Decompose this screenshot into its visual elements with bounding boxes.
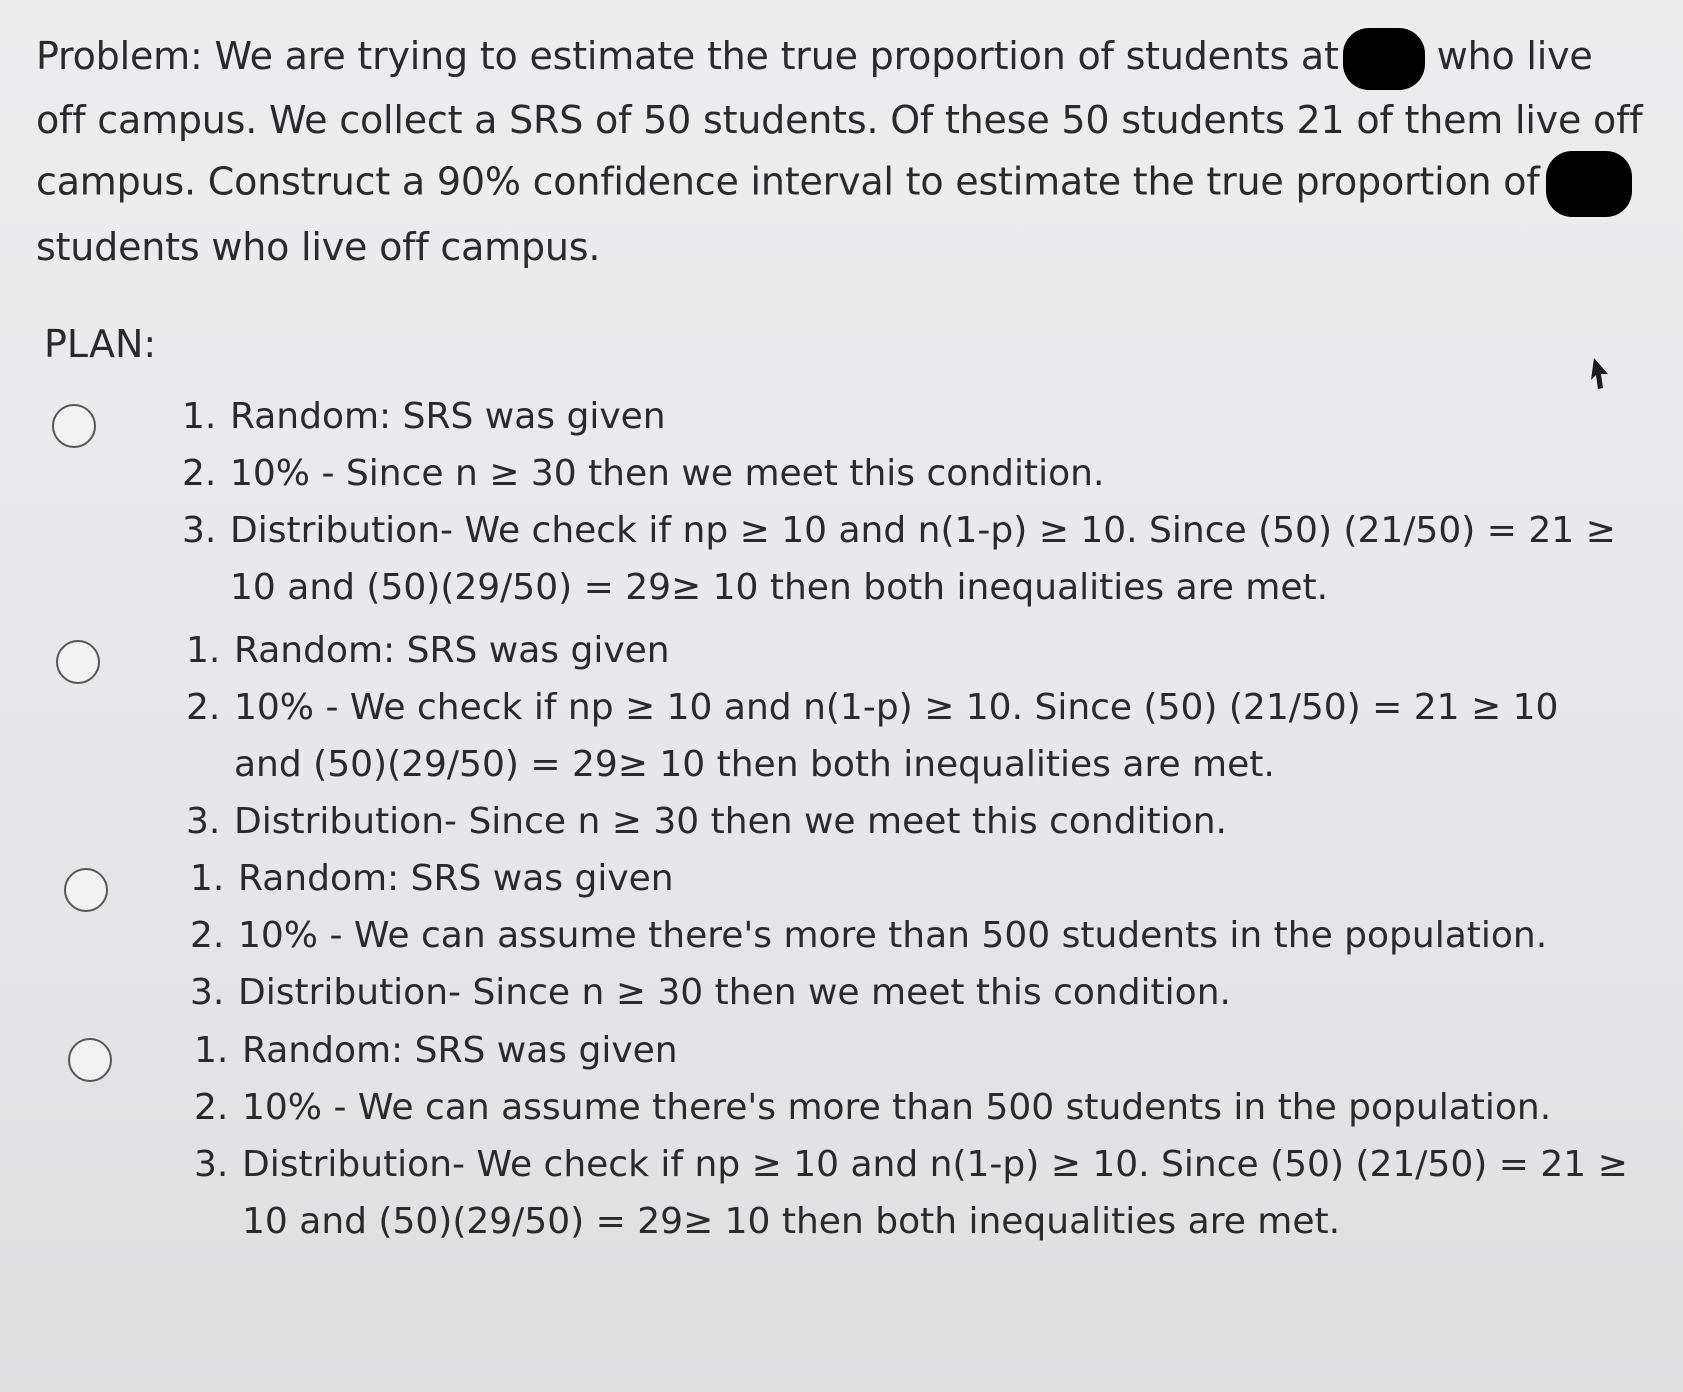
list-item-number: 3.: [190, 972, 225, 1013]
list-item: [182, 445, 1642, 502]
option-4-list: [194, 1022, 1644, 1250]
list-item-text: 10% - We check if np ≥ 10 and n(1-p) ≥ 10. Since (50) (21/50) = 21 ≥ 10 and (50)(29/50) = 29≥ 10 then both inequalities are met.: [234, 687, 1559, 785]
list-item: [186, 622, 1606, 679]
list-item-text: Distribution- Since n ≥ 30 then we meet this condition.: [238, 972, 1231, 1013]
list-item-text: Distribution- We check if np ≥ 10 and n(1-p) ≥ 10. Since (50) (21/50) = 21 ≥ 10 and (50)(29/50) = 29≥ 10 then both inequalities are met.: [242, 1144, 1628, 1242]
radio-button-option-4[interactable]: [68, 1038, 112, 1082]
list-item: [190, 850, 1660, 907]
option-1-list: [182, 388, 1642, 616]
list-item-text: 10% - Since n ≥ 30 then we meet this condition.: [230, 453, 1105, 494]
radio-button-option-2[interactable]: [56, 640, 100, 684]
list-item-text: Random: SRS was given: [230, 396, 666, 437]
list-item-number: 2.: [182, 453, 217, 494]
redacted-school-name-2: [1546, 151, 1632, 217]
list-item-number: 1.: [194, 1030, 229, 1071]
list-item-number: 2.: [194, 1087, 229, 1128]
list-item-number: 1.: [186, 630, 221, 671]
redacted-school-name: [1343, 28, 1425, 90]
list-item-text: 10% - We can assume there's more than 500 students in the population.: [242, 1087, 1552, 1128]
problem-text: [36, 26, 1646, 278]
list-item: [186, 793, 1606, 850]
list-item: [182, 388, 1642, 445]
list-item-text: Distribution- We check if np ≥ 10 and n(1-p) ≥ 10. Since (50) (21/50) = 21 ≥ 10 and (50)(29/50) = 29≥ 10 then both inequalities are met.: [230, 510, 1616, 608]
list-item-text: Random: SRS was given: [238, 858, 674, 899]
problem-text-suffix: students who live off campus.: [36, 224, 601, 269]
list-item-number: 3.: [186, 801, 221, 842]
list-item-text: 10% - We can assume there's more than 500 students in the population.: [238, 915, 1548, 956]
list-item: [190, 907, 1660, 964]
list-item-number: 1.: [190, 858, 225, 899]
list-item-text: Distribution- Since n ≥ 30 then we meet this condition.: [234, 801, 1227, 842]
option-2-list: [186, 622, 1606, 850]
list-item-text: Random: SRS was given: [242, 1030, 678, 1071]
list-item: [194, 1079, 1644, 1136]
list-item-number: 2.: [190, 915, 225, 956]
plan-label: PLAN:: [44, 322, 157, 366]
list-item-number: 3.: [182, 510, 217, 551]
list-item: [190, 964, 1660, 1021]
list-item-number: 3.: [194, 1144, 229, 1185]
list-item-number: 1.: [182, 396, 217, 437]
option-3-list: [190, 850, 1660, 1021]
problem-text-middle: who live off campus. We collect a SRS of 50 students. Of these 50 students 21 of them live off campus. Construct a 90% confidence interval to estimate the true proportion of: [36, 34, 1643, 203]
list-item-text: Random: SRS was given: [234, 630, 670, 671]
problem-text-prefix: Problem: We are trying to estimate the true proportion of students at: [36, 34, 1339, 78]
list-item: [182, 502, 1642, 616]
problem-statement: [36, 26, 1646, 278]
list-item-number: 2.: [186, 687, 221, 728]
list-item: [186, 679, 1606, 793]
radio-button-option-1[interactable]: [52, 404, 96, 448]
list-item: [194, 1136, 1644, 1250]
list-item: [194, 1022, 1644, 1079]
radio-button-option-3[interactable]: [64, 868, 108, 912]
